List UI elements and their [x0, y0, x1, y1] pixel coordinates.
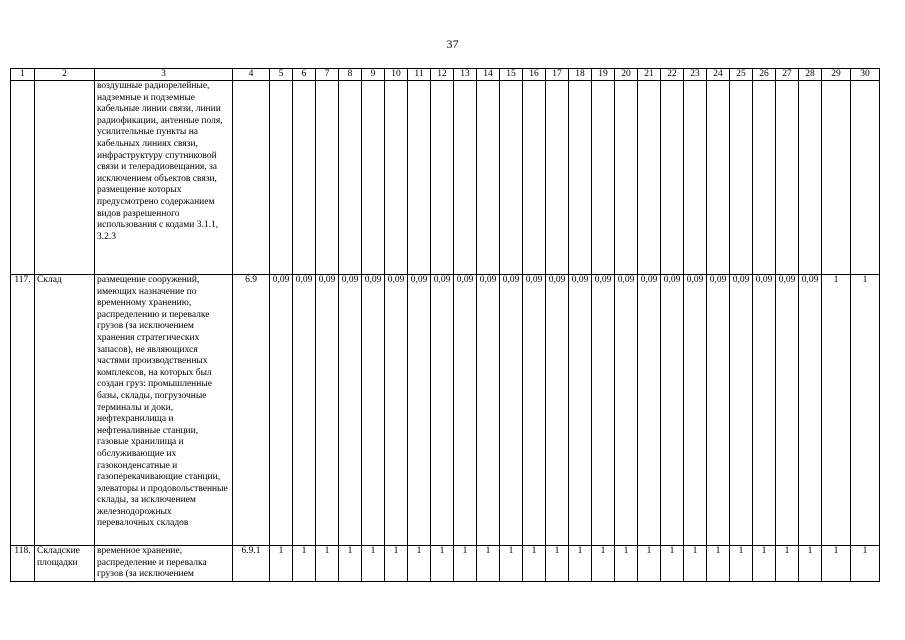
- value-cell: 0,09: [730, 275, 753, 546]
- value-cell: 0,09: [500, 275, 523, 546]
- value-cell: [638, 81, 661, 275]
- value-cell: 0,09: [707, 275, 730, 546]
- value-cell: 1: [615, 546, 638, 582]
- header-cell: 12: [431, 69, 454, 81]
- header-cell: 10: [385, 69, 408, 81]
- value-cell: [385, 81, 408, 275]
- value-cell: 1: [454, 546, 477, 582]
- header-cell: 7: [316, 69, 339, 81]
- value-cell: 1: [707, 546, 730, 582]
- value-cell: 1: [339, 546, 362, 582]
- header-cell: 17: [546, 69, 569, 81]
- value-cell: 1: [753, 546, 776, 582]
- value-cell: [799, 81, 822, 275]
- value-cell: 0,09: [661, 275, 684, 546]
- header-cell: 8: [339, 69, 362, 81]
- value-cell: 1: [316, 546, 339, 582]
- header-cell: 21: [638, 69, 661, 81]
- header-cell: 28: [799, 69, 822, 81]
- value-cell: 0,09: [799, 275, 822, 546]
- header-cell: 26: [753, 69, 776, 81]
- value-cell: 1: [293, 546, 316, 582]
- row-name: [35, 81, 95, 275]
- header-cell: 15: [500, 69, 523, 81]
- row-code: [233, 81, 270, 275]
- value-cell: [776, 81, 799, 275]
- value-cell: 0,09: [592, 275, 615, 546]
- row-name: Складские площадки: [35, 546, 95, 582]
- value-cell: 0,09: [431, 275, 454, 546]
- value-cell: 0,09: [454, 275, 477, 546]
- header-cell: 19: [592, 69, 615, 81]
- value-cell: [500, 81, 523, 275]
- row-code: 6.9: [233, 275, 270, 546]
- value-cell: 1: [523, 546, 546, 582]
- value-cell: 0,09: [293, 275, 316, 546]
- value-cell: [592, 81, 615, 275]
- value-cell: 1: [270, 546, 293, 582]
- value-cell: [270, 81, 293, 275]
- value-cell: 0,09: [615, 275, 638, 546]
- value-cell: [408, 81, 431, 275]
- value-cell: 0,09: [270, 275, 293, 546]
- header-cell: 27: [776, 69, 799, 81]
- table-row: [11, 546, 880, 582]
- value-cell: 0,09: [385, 275, 408, 546]
- header-cell: 22: [661, 69, 684, 81]
- value-cell: 1: [431, 546, 454, 582]
- value-cell: 0,09: [753, 275, 776, 546]
- value-cell: 1: [385, 546, 408, 582]
- header-cell: 14: [477, 69, 500, 81]
- row-name: Склад: [35, 275, 95, 546]
- value-cell: 1: [730, 546, 753, 582]
- value-cell: [615, 81, 638, 275]
- value-cell: [822, 81, 851, 275]
- data-table: [10, 68, 880, 582]
- header-cell: 29: [822, 69, 851, 81]
- value-cell: 0,09: [339, 275, 362, 546]
- value-cell: 1: [592, 546, 615, 582]
- value-cell: 1: [477, 546, 500, 582]
- value-cell: 0,09: [408, 275, 431, 546]
- header-cell: 9: [362, 69, 385, 81]
- value-cell: 1: [851, 546, 880, 582]
- value-cell: 1: [776, 546, 799, 582]
- value-cell: 1: [500, 546, 523, 582]
- value-cell: [431, 81, 454, 275]
- header-cell: 24: [707, 69, 730, 81]
- value-cell: 1: [851, 275, 880, 546]
- value-cell: 0,09: [362, 275, 385, 546]
- value-cell: [730, 81, 753, 275]
- value-cell: 1: [799, 546, 822, 582]
- value-cell: [569, 81, 592, 275]
- value-cell: 0,09: [316, 275, 339, 546]
- value-cell: 1: [408, 546, 431, 582]
- value-cell: 1: [822, 275, 851, 546]
- header-cell: 11: [408, 69, 431, 81]
- row-description: временное хранение, распределение и перевалка грузов (за исключением: [95, 546, 233, 582]
- header-cell: 16: [523, 69, 546, 81]
- header-cell: 13: [454, 69, 477, 81]
- header-cell: 6: [293, 69, 316, 81]
- value-cell: 0,09: [776, 275, 799, 546]
- value-cell: 1: [684, 546, 707, 582]
- row-number: 118.: [11, 546, 35, 582]
- header-cell: 1: [11, 69, 35, 81]
- page-number: 37: [446, 37, 459, 51]
- header-row: [11, 69, 880, 81]
- value-cell: 0,09: [523, 275, 546, 546]
- value-cell: [684, 81, 707, 275]
- header-cell: 2: [35, 69, 95, 81]
- header-cell: 3: [95, 69, 233, 81]
- value-cell: 0,09: [569, 275, 592, 546]
- value-cell: [293, 81, 316, 275]
- value-cell: [339, 81, 362, 275]
- value-cell: [523, 81, 546, 275]
- value-cell: [316, 81, 339, 275]
- value-cell: 0,09: [546, 275, 569, 546]
- header-cell: 4: [233, 69, 270, 81]
- value-cell: 1: [546, 546, 569, 582]
- row-number: 117.: [11, 275, 35, 546]
- table-row: [11, 81, 880, 275]
- header-cell: 23: [684, 69, 707, 81]
- value-cell: 1: [822, 546, 851, 582]
- header-cell: 25: [730, 69, 753, 81]
- row-number: [11, 81, 35, 275]
- value-cell: [546, 81, 569, 275]
- value-cell: 1: [569, 546, 592, 582]
- value-cell: [851, 81, 880, 275]
- value-cell: 1: [661, 546, 684, 582]
- value-cell: [661, 81, 684, 275]
- header-cell: 5: [270, 69, 293, 81]
- header-cell: 18: [569, 69, 592, 81]
- value-cell: 0,09: [477, 275, 500, 546]
- header-cell: 20: [615, 69, 638, 81]
- value-cell: [707, 81, 730, 275]
- value-cell: [753, 81, 776, 275]
- row-description: воздушные радиорелейные, надземные и подземные кабельные линии связи, линии радиофикации, антенные поля, усилительные пункты на кабельных линиях связи, инфраструктуру спутниковой связи и телерадиовещания, за исключением объектов связи, размещение которых предусмотрено содержанием видов разрешенного использования с кодами 3.1.1, 3.2.3: [95, 81, 233, 275]
- value-cell: [454, 81, 477, 275]
- row-code: 6.9.1: [233, 546, 270, 582]
- value-cell: 1: [362, 546, 385, 582]
- value-cell: 0,09: [684, 275, 707, 546]
- row-description: размещение сооружений, имеющих назначение по временному хранению, распределению и перевалке грузов (за исключением хранения стратегических запасов), не являющихся частями производственных комплексов, на которых был создан груз: промышленные базы, склады, погрузочные терминалы и доки, нефтехранилища и нефтеналивные станции, газовые хранилища и обслуживающие их газоконденсатные и газоперекачивающие станции, элеваторы и продовольственные склады, за исключением железнодорожных перевалочных складов: [95, 275, 233, 546]
- value-cell: [362, 81, 385, 275]
- table-row: [11, 275, 880, 546]
- value-cell: [477, 81, 500, 275]
- header-cell: 30: [851, 69, 880, 81]
- value-cell: 0,09: [638, 275, 661, 546]
- value-cell: 1: [638, 546, 661, 582]
